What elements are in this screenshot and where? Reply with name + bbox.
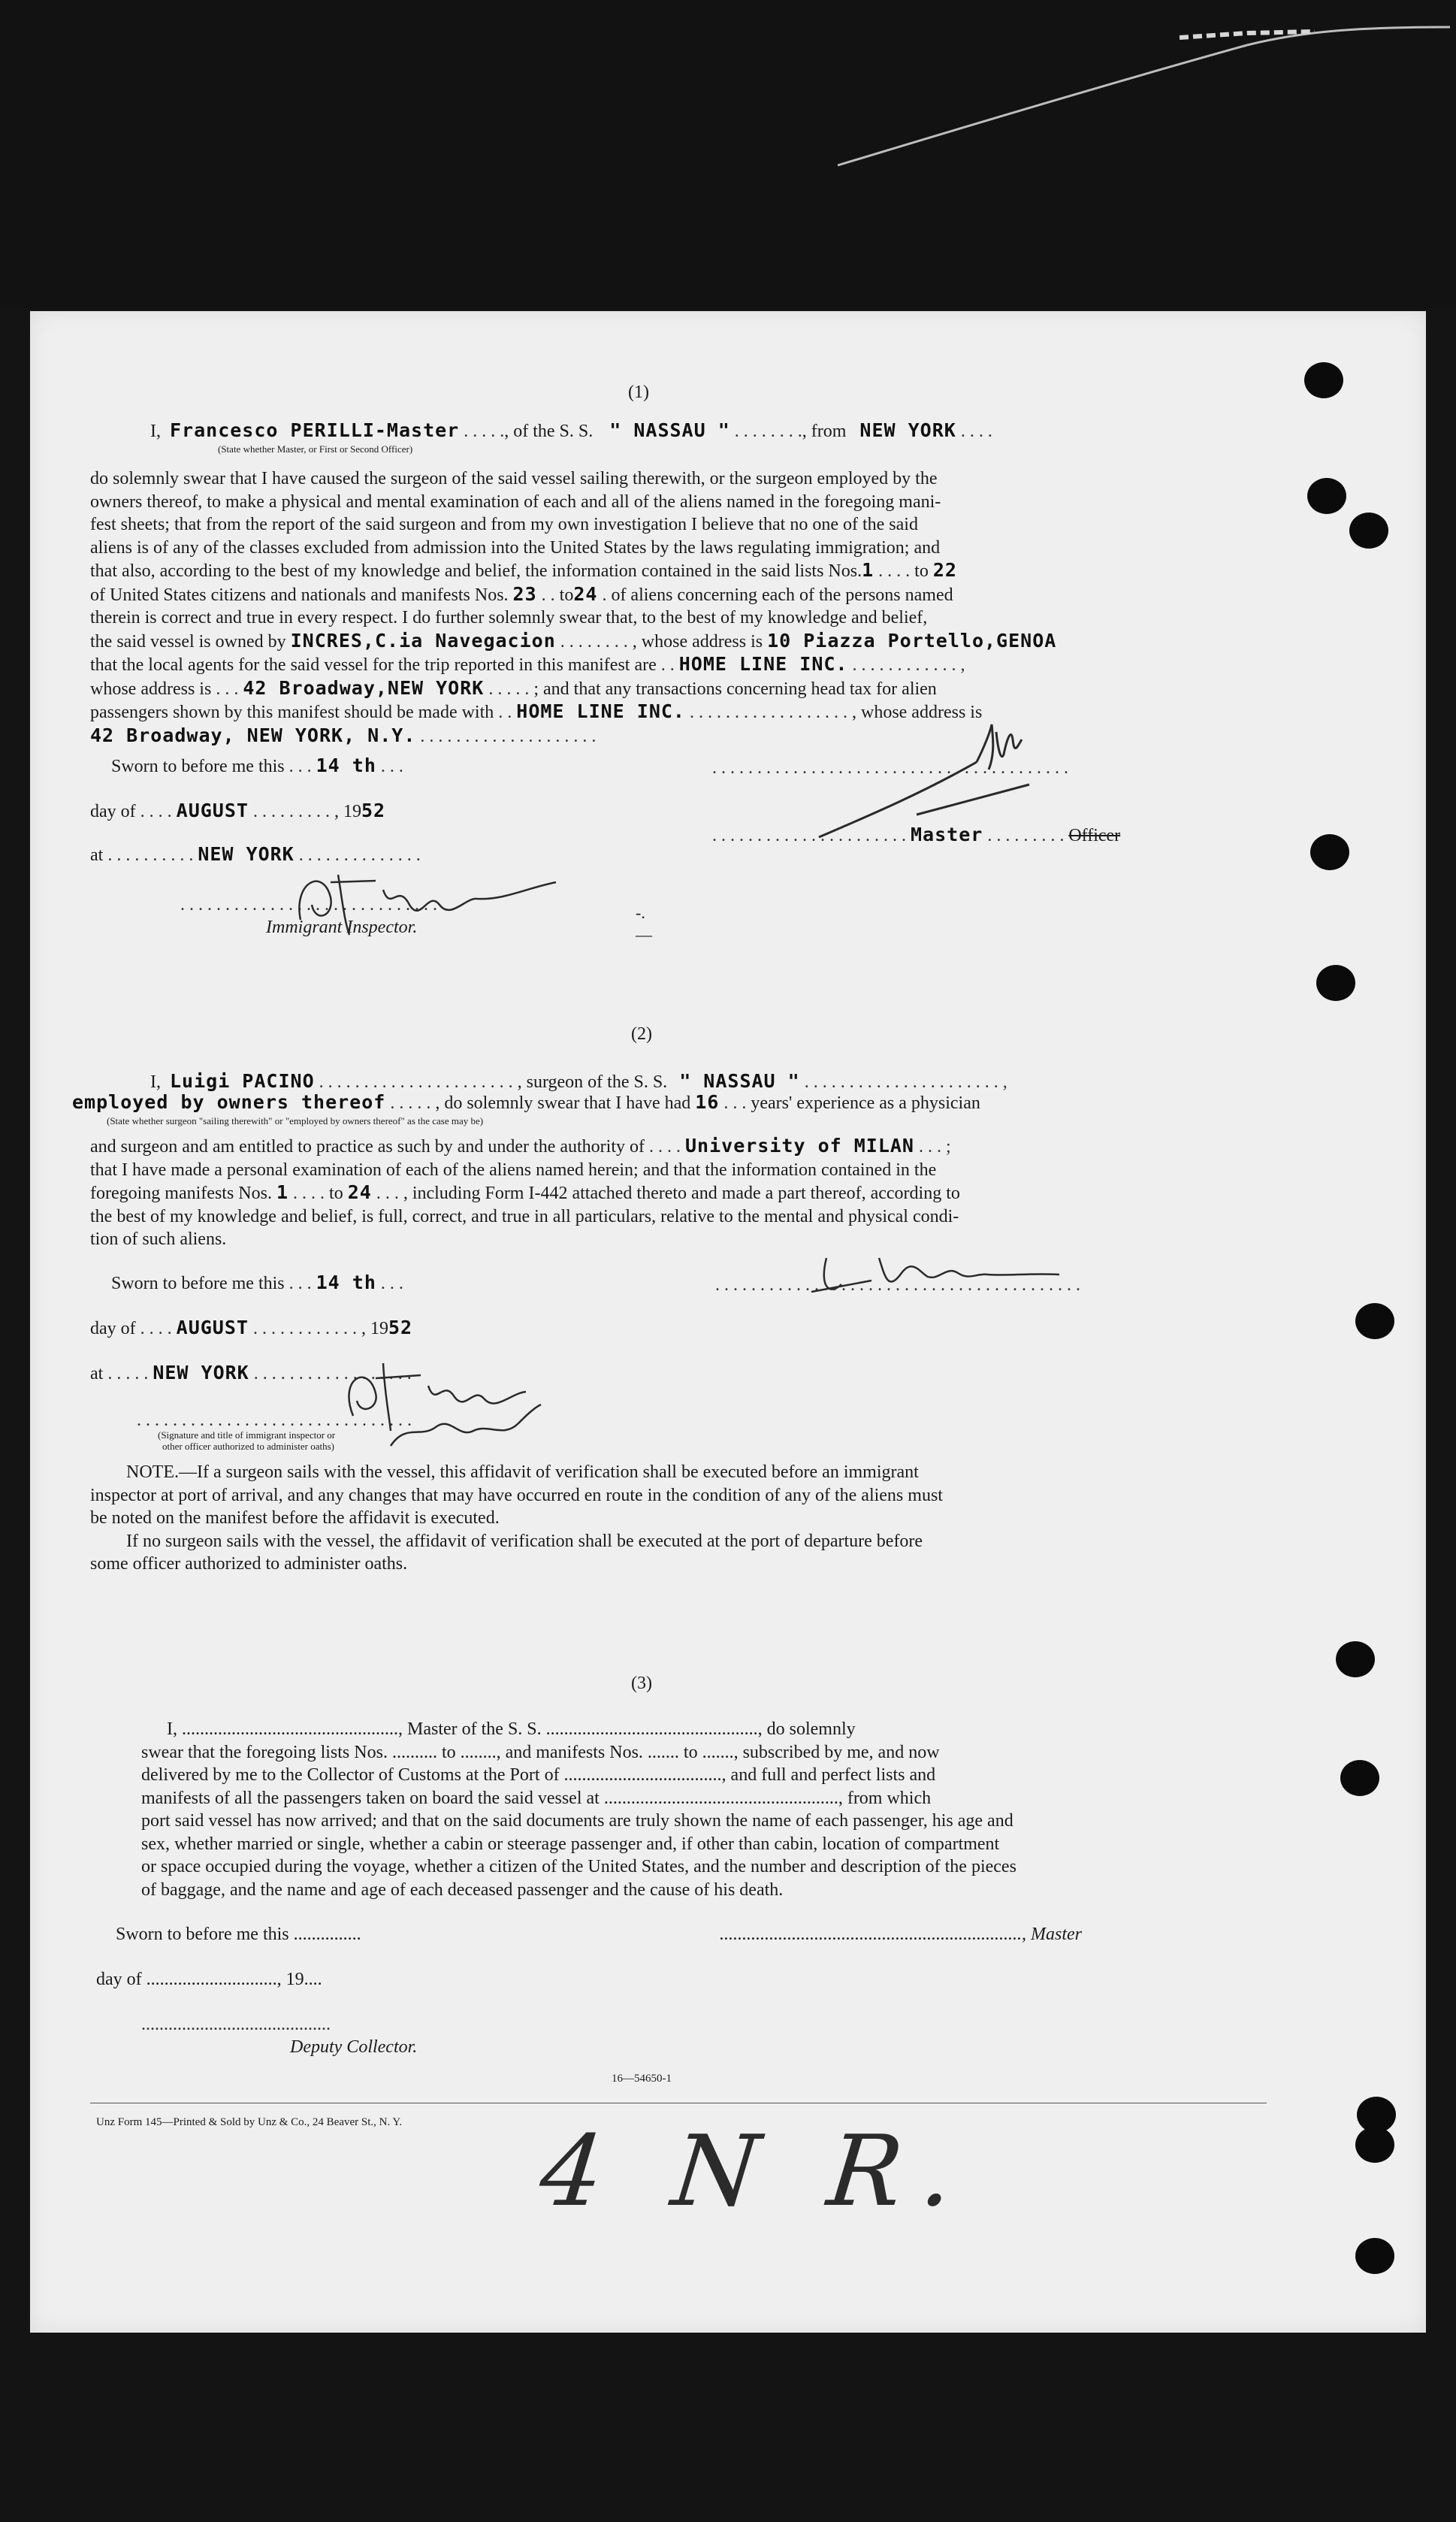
s2-line: that I have made a personal examination of each of the aliens named herein; and that the information contained in the xyxy=(90,1160,937,1180)
text: to xyxy=(559,585,574,605)
surgeon-name: Luigi PACINO xyxy=(170,1070,315,1092)
s3-line: delivered by me to the Collector of Customs at the Port of ..................................., and full and perfect lists and xyxy=(141,1765,936,1785)
section-1-body xyxy=(90,467,1232,748)
s1-agent-line: that the local agents for the said vessel for the trip reported in this manifest are . . HOME LINE INC. . . . . . . . . . . . . , xyxy=(90,653,965,675)
punch-hole xyxy=(1349,513,1388,549)
owner-name: INCRES,C.ia Navegacion xyxy=(290,629,556,652)
at-label: at xyxy=(90,845,104,865)
sworn-day: 14 th xyxy=(316,754,376,776)
surgeon-employment-line: employed by owners thereof . . . . . , do solemnly swear that I have had 16 . . . years' experience as a physician xyxy=(72,1091,980,1113)
s1-line: owners thereof, to make a physical and mental examination of each and all of the aliens named in the foregoing mani- xyxy=(90,491,941,512)
s1-lists-line: that also, according to the best of my knowledge and belief, the information contained in the said lists Nos.1 . . . . to 22 xyxy=(90,559,957,581)
stray-mark: -. — xyxy=(636,903,652,944)
handwritten-note: 4 N R. xyxy=(535,2114,979,2228)
agent-address: 42 Broadway,NEW YORK xyxy=(243,676,485,699)
manifests-from: 1 xyxy=(276,1181,289,1203)
collector-signature-line: .......................................... xyxy=(141,2015,331,2034)
text: and surgeon and am entitled to practice as such by and under the authority of xyxy=(90,1137,645,1157)
s2-line: tion of such aliens. xyxy=(90,1229,227,1249)
section-2-body xyxy=(90,1135,1232,1251)
at-label: at xyxy=(90,1364,104,1383)
text: of United States citizens and nationals and manifests Nos. xyxy=(90,585,509,605)
punch-hole xyxy=(1336,1641,1375,1677)
ship-name: " NASSAU " xyxy=(609,419,730,441)
text: , whose address is xyxy=(632,631,763,652)
month: AUGUST xyxy=(176,1317,249,1338)
punch-hole xyxy=(1340,1760,1379,1796)
employed-note: (State whether surgeon "sailing therewith" or "employed by owners thereof" as the case may be) xyxy=(107,1115,484,1126)
text: to xyxy=(914,561,929,581)
punch-hole xyxy=(1355,2127,1394,2163)
signature-note-2: other officer authorized to administer oaths) xyxy=(162,1441,334,1452)
text: the said vessel is owned by xyxy=(90,631,286,652)
employment: employed by owners thereof xyxy=(72,1091,386,1113)
text: of aliens concerning each of the persons named xyxy=(611,585,953,605)
surgeon-declaration-line: I, Luigi PACINO . . . . . . . . . . . . . . . . . . . . . . , surgeon of the S. S. " NASSAU " . . . . . . . . . . . . . . . . . . . . . . , xyxy=(150,1070,1007,1092)
sworn-label: Sworn to before me this xyxy=(111,1274,285,1293)
immigrant-inspector-label: Immigrant Inspector. xyxy=(266,918,418,937)
s1-line: aliens is of any of the classes excluded from admission into the United States by the laws regulating immigration; and xyxy=(90,537,941,558)
s3-line: of baggage, and the name and age of each deceased passenger and the cause of his death. xyxy=(141,1879,784,1900)
s1-owner-line: the said vessel is owned by INCRES,C.ia Navegacion . . . . . . . . , whose address is 10 Piazza Portello,GENOA xyxy=(90,629,1057,652)
punch-hole xyxy=(1307,478,1346,514)
tax-address: 42 Broadway, NEW YORK, N.Y. xyxy=(90,724,416,746)
university: University of MILAN xyxy=(685,1135,914,1157)
note-block xyxy=(90,1461,1232,1576)
note-line-1 xyxy=(90,1461,1232,1484)
punch-hole xyxy=(1355,2238,1394,2274)
punch-hole xyxy=(1316,965,1355,1001)
text: foregoing manifests Nos. xyxy=(90,1184,272,1203)
s1-sworn-line: Sworn to before me this . . . 14 th . . . xyxy=(111,754,403,776)
surgeon-signature-line: . . . . . . . . . . . . . . . . . . . . . . . . . . . . . . . . . . . . . . . . . xyxy=(715,1275,1080,1295)
section-2-number: (2) xyxy=(631,1024,652,1044)
inspector-signature-1 xyxy=(278,852,594,942)
note-line: If no surgeon sails with the vessel, the affidavit of verification shall be executed at the port of departure before xyxy=(126,1531,923,1551)
day-of-label: day of xyxy=(90,802,136,821)
s1-tax-line: passengers shown by this manifest should be made with . . HOME LINE INC. . . . . . . . . . . . . . . . . . . , whose address is xyxy=(90,700,983,722)
inspector-signature-line: . . . . . . . . . . . . . . . . . . . . . . . . . . . . . xyxy=(180,895,437,915)
text: , whose address is xyxy=(851,703,983,722)
section-1-number: (1) xyxy=(628,383,649,402)
master-signature-dots-1: . . . . . . . . . . . . . . . . . . . . . . . . . . . . . . . . . . . . . . . . xyxy=(712,758,1068,778)
lists-to: 22 xyxy=(932,559,957,581)
s3-line: swear that the foregoing lists Nos. .......... to ........, and manifests Nos. ....... to ......., subscribed by me, and now xyxy=(141,1742,940,1762)
s1-line: therein is correct and true in every respect. I do further solemnly swear that, to the best of my knowledge and belief, xyxy=(90,608,928,627)
years-experience: 16 xyxy=(695,1091,720,1113)
year: 52 xyxy=(361,800,386,821)
officer-note: (State whether Master, or First or Second Officer) xyxy=(218,443,413,455)
master-name: Francesco PERILLI-Master xyxy=(170,419,460,441)
place: NEW YORK xyxy=(198,843,295,865)
master-title: Master xyxy=(911,824,983,845)
master-declaration-line: I, Francesco PERILLI-Master . . . . ., of the S. S. " NASSAU " . . . . . . . ., from NEW YORK . . . . xyxy=(150,419,992,441)
form-code: 16—54650-1 xyxy=(612,2073,672,2085)
from-label: , from xyxy=(802,422,847,441)
punch-hole xyxy=(1310,834,1349,870)
year-prefix: , 19 xyxy=(361,1319,388,1338)
s2-day-line: day of . . . . AUGUST . . . . . . . . . . . . , 1952 xyxy=(90,1317,413,1338)
note-label: NOTE. xyxy=(126,1462,179,1482)
officer-struck: Officer xyxy=(1068,826,1121,845)
section-3-body xyxy=(141,1718,1238,1901)
manifest-from: 23 xyxy=(512,582,537,605)
s3-line: sex, whether married or single, whether a cabin or steerage passenger and, if other than cabin, location of compartment xyxy=(141,1834,1000,1854)
s1-day-line: day of . . . . AUGUST . . . . . . . . . , 1952 xyxy=(90,800,386,821)
master-title-line: . . . . . . . . . . . . . . . . . . . . . . Master . . . . . . . . . Officer xyxy=(712,824,1121,845)
s3-master-line: ..................................................................., Master xyxy=(720,1925,1082,1944)
sworn-day: 14 th xyxy=(316,1272,376,1293)
s1-manifests-line: of United States citizens and nationals and manifests Nos. 23 . . to24 . of aliens concerning each of the persons named xyxy=(90,582,953,605)
year: 52 xyxy=(388,1317,413,1338)
s1-tax-address-line: 42 Broadway, NEW YORK, N.Y. . . . . . . . . . . . . . . . . . . . . xyxy=(90,724,597,746)
note-line: some officer authorized to administer oaths. xyxy=(90,1554,408,1574)
s2-line: the best of my knowledge and belief, is full, correct, and true in all particulars, relative to the mental and physical condi- xyxy=(90,1206,959,1226)
unz-imprint: Unz Form 145—Printed & Sold by Unz & Co., 24 Beaver St., N. Y. xyxy=(96,2116,403,2128)
surgeon-ship: " NASSAU " xyxy=(679,1070,800,1092)
text: to xyxy=(329,1184,343,1203)
s3-line: I, ................................................, Master of the S. S. ..............................................., do solemnly xyxy=(167,1719,856,1739)
swear-label: , do solemnly swear that I have had xyxy=(435,1093,691,1113)
manifests-to: 24 xyxy=(347,1181,372,1203)
text: that also, according to the best of my knowledge and belief, the information contained in the said lists Nos. xyxy=(90,561,862,581)
deputy-collector-label: Deputy Collector. xyxy=(290,2037,418,2057)
pronoun: I, xyxy=(150,1072,161,1092)
punch-hole xyxy=(1304,362,1343,398)
s3-line: manifests of all the passengers taken on board the said vessel at ...................................................., from which xyxy=(141,1788,932,1808)
s1-at-line: at . . . . . . . . . . NEW YORK . . . . . . . . . . . . . . xyxy=(90,843,421,865)
text: ; and that any transactions concerning head tax for alien xyxy=(533,679,937,699)
s1-line: do solemnly swear that I have caused the surgeon of the said vessel sailing therewith, or the surgeon employed by the xyxy=(90,469,938,488)
of-ship-label: , of the S. S. xyxy=(504,422,594,441)
s3-sworn-line: Sworn to before me this ............... xyxy=(116,1925,361,1944)
tax-agent: HOME LINE INC. xyxy=(516,700,685,722)
agent-name: HOME LINE INC. xyxy=(678,653,848,675)
years-label: years' experience as a physician xyxy=(751,1093,980,1113)
inspector-signature-2 xyxy=(301,1333,616,1453)
s2-at-line: at . . . . . NEW YORK . . . . . . . . . . . . . . . . . . xyxy=(90,1362,412,1383)
place: NEW YORK xyxy=(153,1362,249,1383)
s3-day-line: day of ............................., 19.... xyxy=(96,1970,322,1989)
s1-line: fest sheets; that from the report of the said surgeon and from my own investigation I believe that no one of the said xyxy=(90,515,918,534)
s2-authority-line: and surgeon and am entitled to practice as such by and under the authority of . . . . University of MILAN . . . ; xyxy=(90,1135,951,1157)
s2-manifests-line: foregoing manifests Nos. 1 . . . . to 24 . . . , including Form I-442 attached thereto and made a part thereof, according to xyxy=(90,1181,960,1203)
s2-sworn-line: Sworn to before me this . . . 14 th . . . xyxy=(111,1272,403,1293)
month: AUGUST xyxy=(176,800,249,821)
surgeon-of-label: , surgeon of the S. S. xyxy=(517,1072,668,1092)
fiber-strand xyxy=(826,15,1456,188)
scan-background xyxy=(0,0,1456,308)
owner-address: 10 Piazza Portello,GENOA xyxy=(767,629,1057,652)
note-line: be noted on the manifest before the affidavit is executed. xyxy=(90,1508,500,1528)
text: , including Form I-442 attached thereto and made a part thereof, according to xyxy=(403,1184,960,1203)
pronoun: I, xyxy=(150,422,161,441)
punch-hole xyxy=(1355,1303,1394,1339)
text: passengers shown by this manifest should be made with xyxy=(90,703,494,722)
master-signature xyxy=(804,717,1074,852)
note-line: inspector at port of arrival, and any changes that may have occurred en route in the condition of any of the aliens must xyxy=(90,1485,943,1505)
manifest-affidavit-page xyxy=(30,311,1426,2333)
section-3-number: (3) xyxy=(631,1674,652,1693)
text: that the local agents for the said vessel for the trip reported in this manifest are xyxy=(90,655,657,675)
signature-note-1: (Signature and title of immigrant inspector or xyxy=(158,1429,336,1441)
lists-from: 1 xyxy=(862,559,875,581)
manifest-to: 24 xyxy=(573,582,598,605)
s3-line: port said vessel has now arrived; and that on the said documents are truly shown the name of each passenger, his age and xyxy=(141,1811,1013,1831)
s1-agent-address-line: whose address is . . . 42 Broadway,NEW YORK . . . . . ; and that any transactions concerning head tax for alien xyxy=(90,676,937,699)
from-port: NEW YORK xyxy=(859,419,956,441)
text: —If a surgeon sails with the vessel, this affidavit of verification shall be executed before an immigrant xyxy=(178,1462,919,1482)
s3-line: or space occupied during the voyage, whether a citizen of the United States, and the number and description of the pieces xyxy=(141,1857,1016,1876)
year-prefix: , 19 xyxy=(334,802,361,821)
inspector-signature-line-2: . . . . . . . . . . . . . . . . . . . . . . . . . . . . . . . xyxy=(137,1411,412,1430)
text: whose address is xyxy=(90,679,212,699)
day-of-label: day of xyxy=(90,1319,136,1338)
sworn-label: Sworn to before me this xyxy=(111,757,285,776)
